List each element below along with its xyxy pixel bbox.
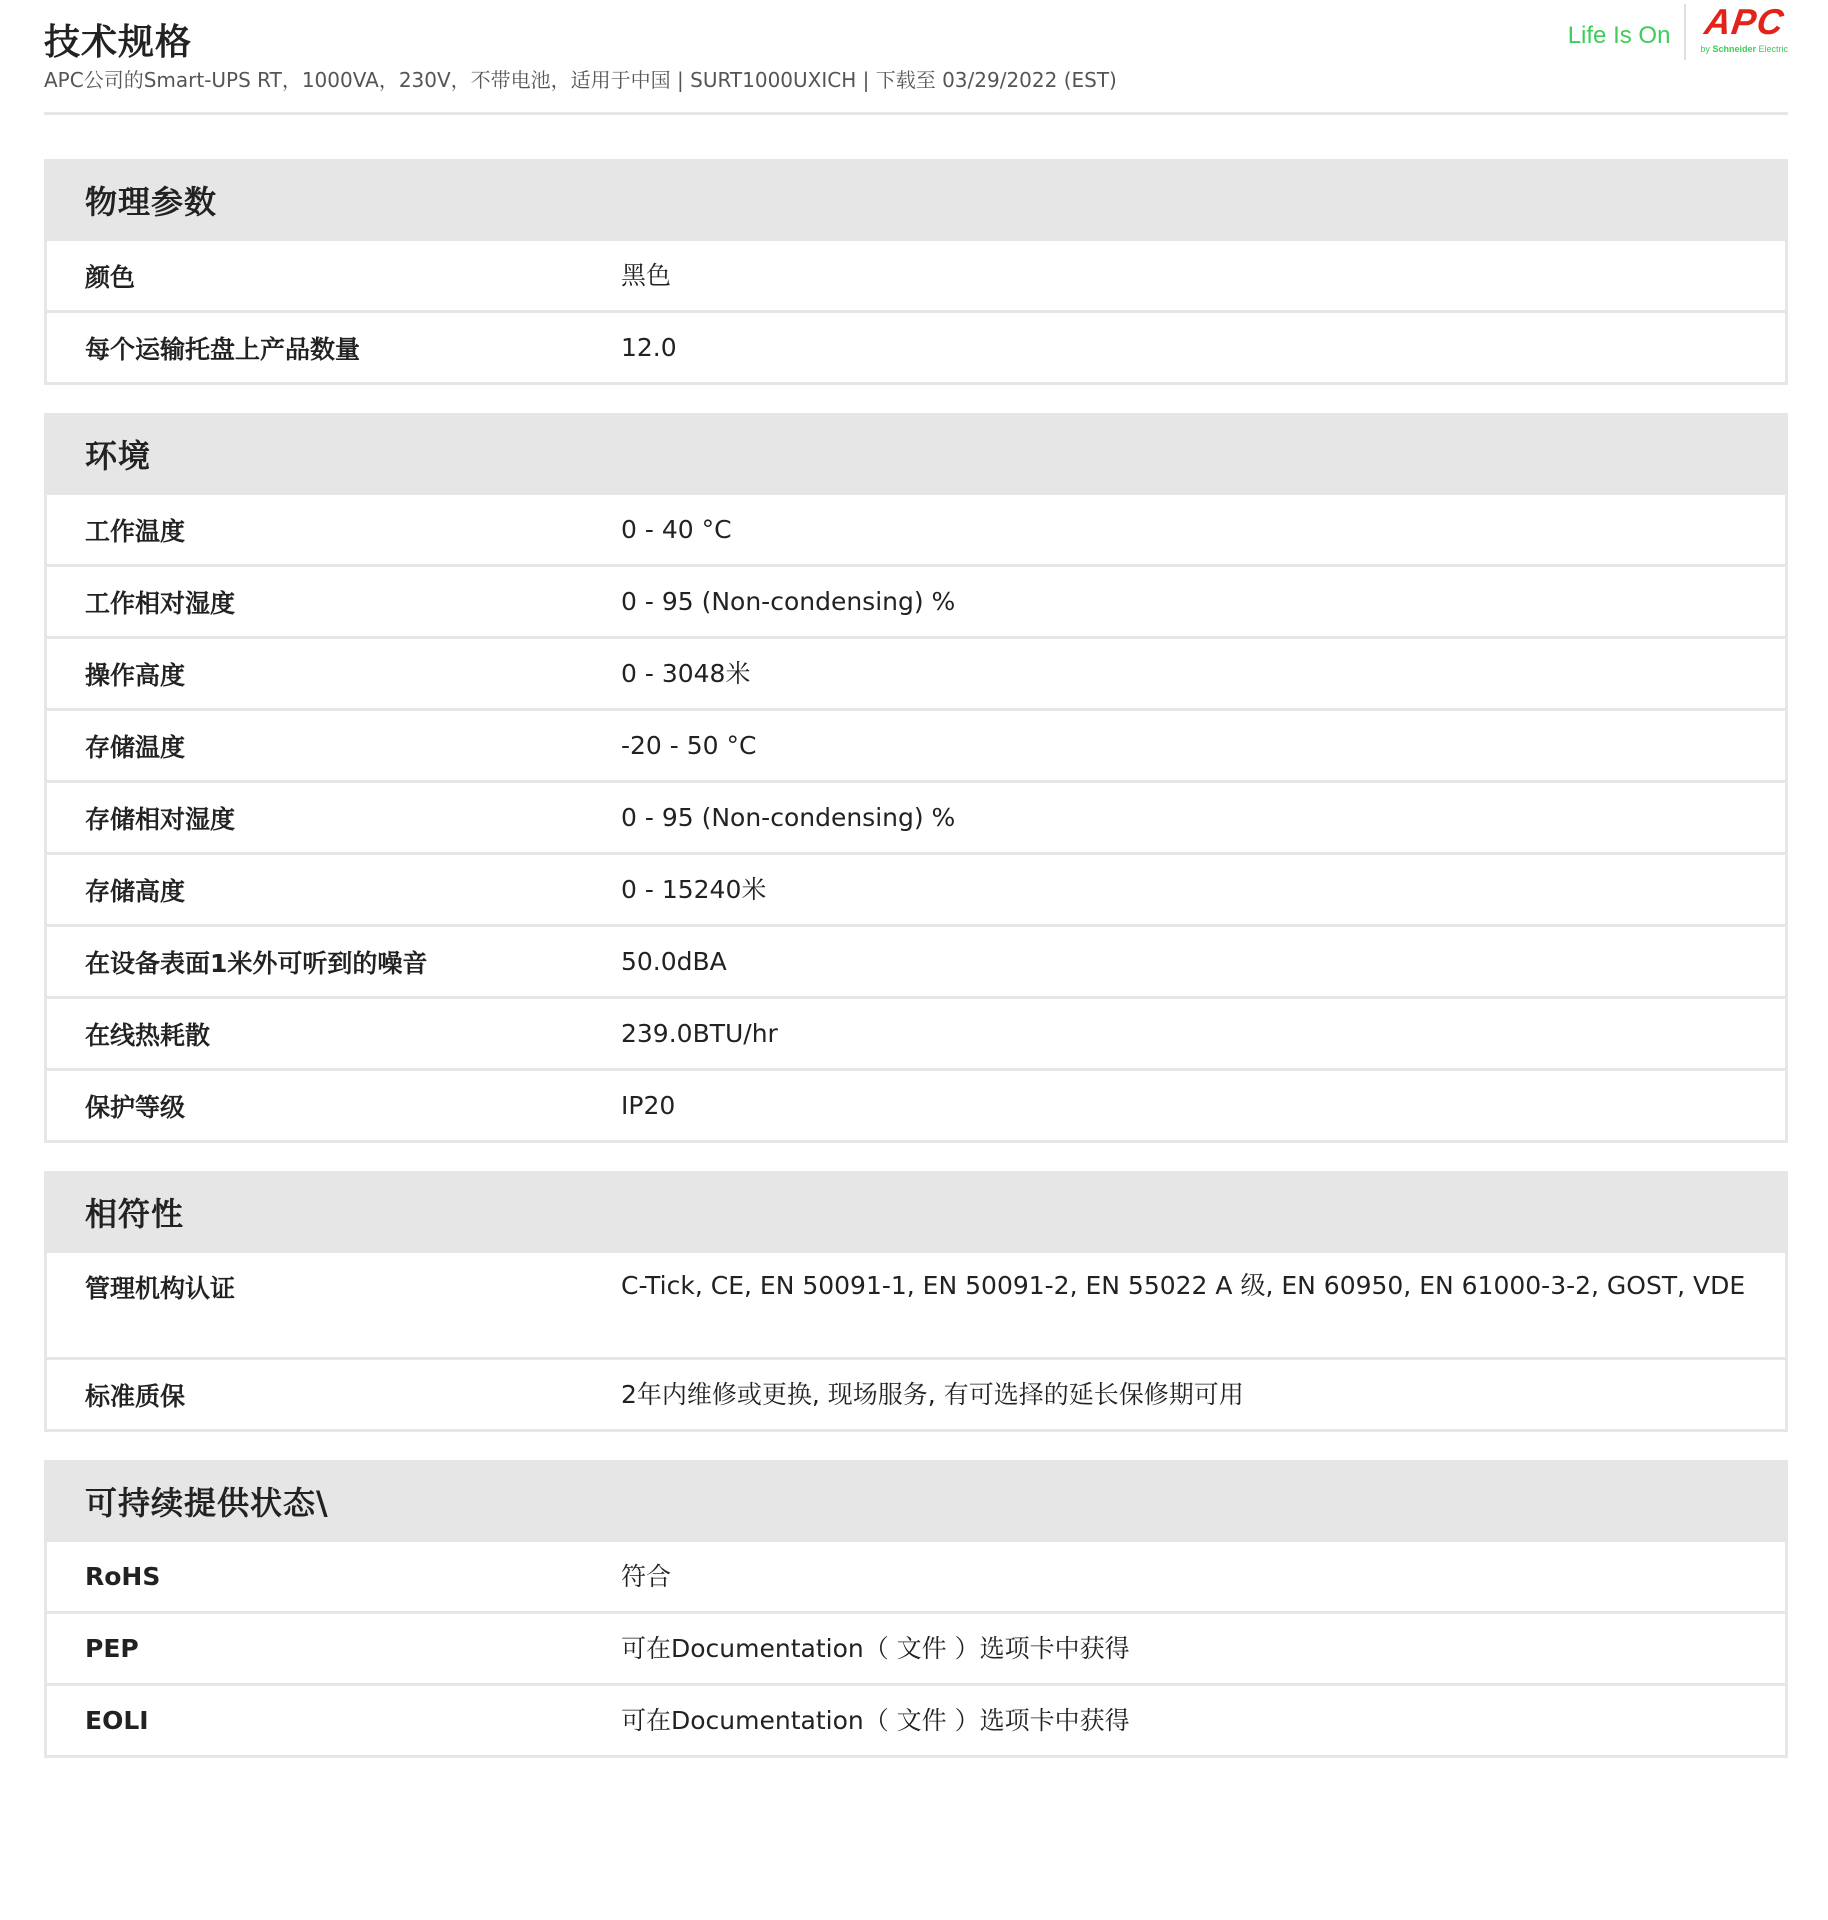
section-title: 相符性 [47, 1171, 1785, 1253]
logo-sub-prefix: by [1700, 44, 1710, 54]
spec-label: 管理机构认证 [85, 1274, 236, 1303]
table-row [47, 783, 1785, 855]
spec-label: 工作相对湿度 [85, 588, 236, 618]
table-row [47, 1542, 1785, 1614]
life-is-on-tagline: Life Is On [1567, 22, 1671, 49]
apc-logo-mark: APC [1701, 1, 1787, 42]
spec-value: 0 - 15240米 [621, 874, 767, 904]
spec-label: RoHS [85, 1562, 161, 1591]
product-subtitle: APC公司的Smart-UPS RT，1000VA，230V，不带电池，适用于中国 | SURT1000UXICH | 下载至 03/29/2022 (EST) [44, 68, 1117, 92]
table-row [47, 1071, 1785, 1140]
table-row [47, 1360, 1785, 1429]
document-header [44, 0, 1788, 115]
brand-divider [1684, 4, 1686, 60]
spec-value: 12.0 [621, 332, 677, 362]
table-row [47, 927, 1785, 999]
spec-label: 存储温度 [85, 732, 186, 762]
table-row [47, 1614, 1785, 1686]
spec-label: 工作温度 [85, 516, 186, 546]
spec-value: -20 - 50 °C [621, 730, 757, 760]
spec-value: 可在Documentation（ 文件 ）选项卡中获得 [621, 1705, 1130, 1735]
spec-sheet-page [44, 0, 1788, 1758]
table-row [47, 711, 1785, 783]
spec-value: 239.0BTU/hr [621, 1018, 778, 1048]
spec-value: 0 - 40 °C [621, 514, 732, 544]
apc-logo [1700, 1, 1788, 54]
spec-value: 0 - 95 (Non-condensing) % [621, 802, 956, 832]
section-sustainability [44, 1460, 1788, 1758]
section-title: 可持续提供状态\ [47, 1460, 1785, 1542]
table-row [47, 241, 1785, 313]
spec-label: 操作高度 [85, 660, 186, 690]
section-title: 物理参数 [47, 159, 1785, 241]
logo-sub-brand: Schneider [1712, 44, 1756, 54]
page-title: 技术规格 [44, 22, 193, 63]
spec-label: 每个运输托盘上产品数量 [85, 334, 361, 364]
section-environment [44, 413, 1788, 1143]
spec-label: EOLI [85, 1706, 149, 1735]
spec-value: 0 - 95 (Non-condensing) % [621, 586, 956, 616]
table-row [47, 1253, 1785, 1360]
spec-label: 颜色 [85, 262, 136, 292]
brand-block [1567, 1, 1788, 60]
spec-value: 可在Documentation（ 文件 ）选项卡中获得 [621, 1633, 1130, 1663]
spec-value: 符合 [621, 1561, 672, 1591]
section-compliance [44, 1171, 1788, 1432]
table-row [47, 313, 1785, 382]
apc-logo-subtext [1700, 44, 1788, 54]
spec-value: IP20 [621, 1090, 676, 1120]
spec-label: 在设备表面1米外可听到的噪音 [85, 948, 428, 978]
spec-label: 存储相对湿度 [85, 804, 236, 834]
table-row [47, 567, 1785, 639]
table-row [47, 855, 1785, 927]
spec-label: 在线热耗散 [85, 1020, 211, 1050]
spec-value: 2年内维修或更换, 现场服务, 有可选择的延长保修期可用 [621, 1379, 1244, 1409]
spec-value: 黑色 [621, 260, 672, 290]
table-row [47, 999, 1785, 1071]
spec-value: C-Tick, CE, EN 50091-1, EN 50091-2, EN 55022 A 级, EN 60950, EN 61000-3-2, GOST, VDE [621, 1271, 1746, 1300]
table-row [47, 1686, 1785, 1755]
spec-label: 标准质保 [85, 1381, 186, 1411]
logo-sub-suffix: Electric [1758, 44, 1788, 54]
section-physical [44, 159, 1788, 385]
spec-label: 存储高度 [85, 876, 186, 906]
table-row [47, 495, 1785, 567]
section-title: 环境 [47, 413, 1785, 495]
spec-value: 0 - 3048米 [621, 658, 751, 688]
spec-value: 50.0dBA [621, 946, 727, 976]
table-row [47, 639, 1785, 711]
spec-label: PEP [85, 1634, 139, 1663]
spec-label: 保护等级 [85, 1092, 186, 1122]
